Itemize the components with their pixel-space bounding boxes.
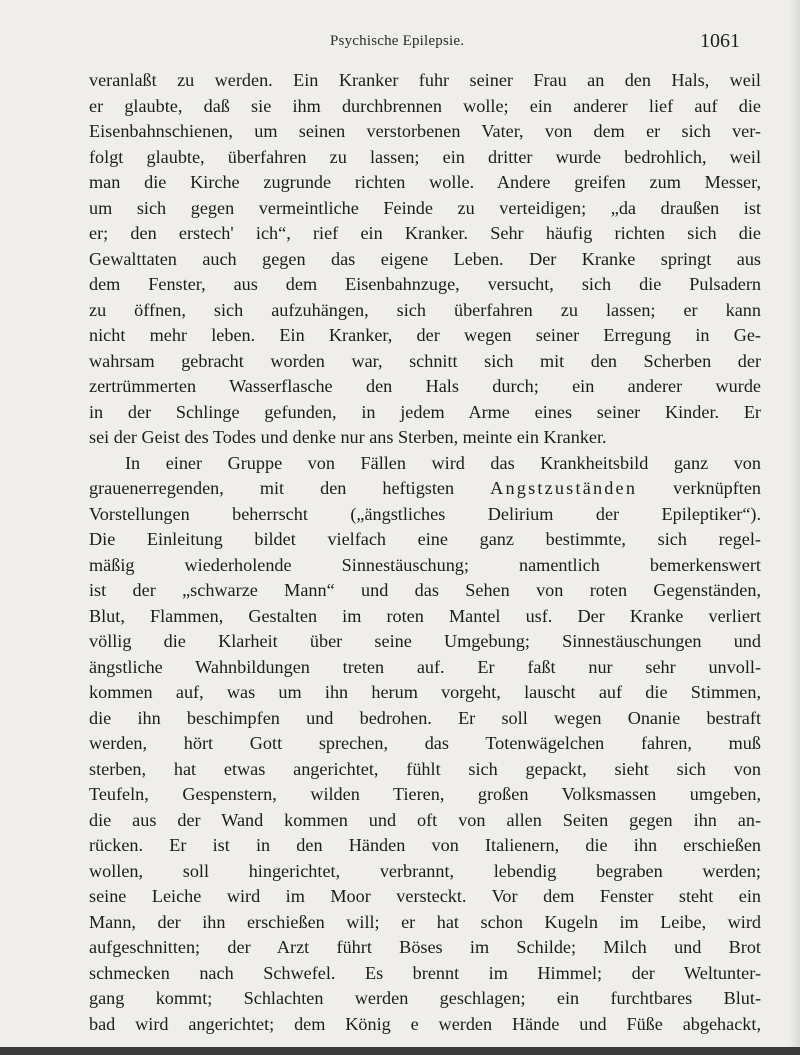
page-edge-shadow [790,0,800,1055]
text-line: Eisenbahnschienen, um seinen verstorbenen Vater, von dem er sich ver- [89,121,761,141]
text-line: folgt glaubte, überfahren zu lassen; ein dritter wurde bedrohlich, weil [89,146,761,167]
text-line: nicht mehr leben. Ein Kranker, der wegen seiner Erregung in Ge- [89,325,761,345]
text-line: aufgeschnitten; der Arzt führt Böses im Schilde; Milch und Brot [89,937,761,957]
text-line: veranlaßt zu werden. Ein Kranker fuhr seiner Frau an den Hals, weil [89,70,761,90]
text-line: gang kommt; Schlachten werden geschlagen; ein furchtbares Blut- [89,988,761,1008]
text-line: Blut, Flammen, Gestalten im roten Mantel usf. Der Kranke verliert [89,605,761,626]
text-fragment: verknüpften [673,478,762,498]
text-line: man die Kirche zugrunde richten wolle. Andere greifen zum Messer, [89,172,761,192]
text-line: Vorstellungen beherrscht („ängstliches Delirium der Epileptiker“). [89,503,761,524]
text-line: schmecken nach Schwefel. Es brennt im Himmel; der Weltunter- [89,962,761,983]
body-text [89,68,761,1037]
text-line: rücken. Er ist in den Händen von Italienern, die ihn erschießen [89,835,761,855]
text-line: Gewalttaten auch gegen das eigene Leben. Der Kranke springt aus [89,248,761,269]
text-line: Die Einleitung bildet vielfach eine ganz bestimmte, sich regel- [89,529,761,549]
text-line: die aus der Wand kommen und oft von allen Seiten gegen ihn an- [89,809,761,830]
text-line: um sich gegen vermeintliche Feinde zu verteidigen; „da draußen ist [89,197,761,218]
text-line: er glaubte, daß sie ihm durchbrennen wolle; ein anderer lief auf die [89,95,761,116]
text-line-with-emphasis [89,476,761,502]
page-number: 1061 [700,30,740,52]
text-line: kommen auf, was um ihn herum vorgeht, lauscht auf die Stimmen, [89,682,761,702]
text-line: Mann, der ihn erschießen will; er hat schon Kugeln im Leibe, wird [89,911,761,932]
text-line: zu öffnen, sich aufzuhängen, sich überfahren zu lassen; er kann [89,299,761,320]
text-line: Teufeln, Gespenstern, wilden Tieren, großen Volksmassen umgeben, [89,784,761,804]
running-title: Psychische Epilepsie. [330,33,465,49]
text-line: ängstliche Wahnbildungen treten auf. Er faßt nur sehr unvoll- [89,656,761,677]
scan-bottom-edge [0,1047,800,1055]
text-line: werden, hört Gott sprechen, das Totenwägelchen fahren, muß [89,733,761,753]
paragraph-first-line: In einer Gruppe von Fällen wird das Krankheitsbild ganz von [125,452,761,473]
text-line: bad wird angerichtet; dem König e werden Hände und Füße abgehackt, [89,1013,761,1034]
text-line: sei der Geist des Todes und denke nur ans Sterben, meinte ein Kranker. [89,427,607,447]
text-line: wollen, soll hingerichtet, verbrannt, lebendig begraben werden; [89,860,761,881]
text-line: seine Leiche wird im Moor versteckt. Vor dem Fenster steht ein [89,886,761,906]
text-line: sterben, hat etwas angerichtet, fühlt sich gepackt, sieht sich von [89,758,761,779]
text-line: wahrsam gebracht worden war, schnitt sich mit den Scherben der [89,350,761,371]
page-header [0,30,800,54]
emphasized-term: Angstzuständen [490,478,638,498]
text-line: er; den erstech' ich“, rief ein Kranker. Sehr häufig richten sich die [89,223,761,243]
text-line: völlig die Klarheit über seine Umgebung; Sinnestäuschungen und [89,631,761,651]
text-line: ist der „schwarze Mann“ und das Sehen von roten Gegenständen, [89,580,761,600]
text-line: dem Fenster, aus dem Eisenbahnzuge, versucht, sich die Pulsadern [89,274,761,294]
text-line: in der Schlinge gefunden, in jedem Arme eines seiner Kinder. Er [89,401,761,422]
text-line: zertrümmerten Wasserflasche den Hals durch; ein anderer wurde [89,376,761,396]
text-fragment: grauenerregenden, mit den heftigsten [89,478,455,498]
text-line: die ihn beschimpfen und bedrohen. Er soll wegen Onanie bestraft [89,707,761,728]
text-line: mäßig wiederholende Sinnestäuschung; namentlich bemerkenswert [89,554,761,575]
